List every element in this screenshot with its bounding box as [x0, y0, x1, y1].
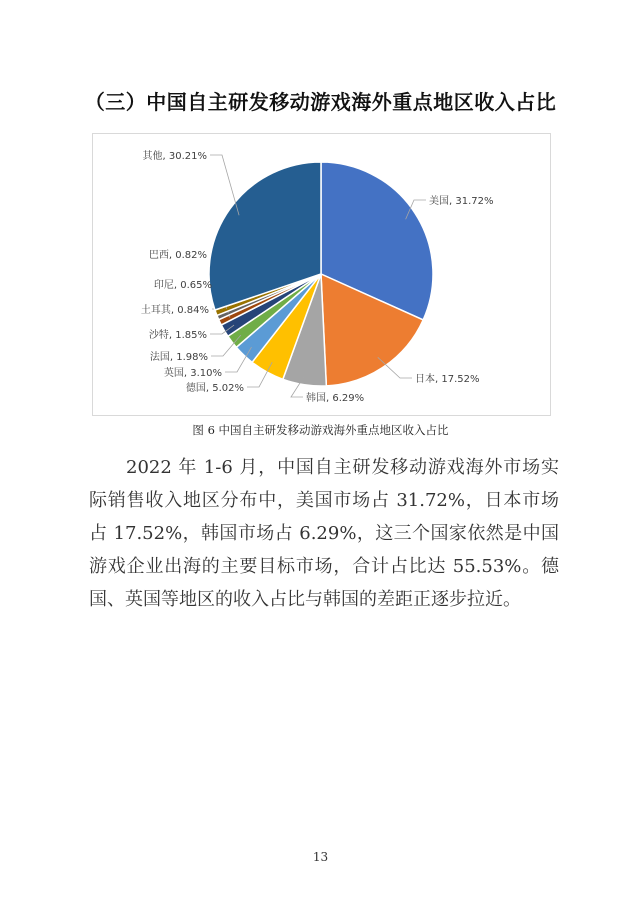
data-label-korea: 韩国, 6.29%: [306, 393, 365, 404]
data-label-germany: 德国, 5.02%: [185, 383, 244, 394]
page-number: 13: [312, 850, 329, 864]
data-label-usa: 美国, 31.72%: [429, 196, 494, 207]
data-label-brazil: 巴西, 0.82%: [148, 250, 207, 261]
data-label-other: 其他, 30.21%: [142, 151, 207, 162]
figure-caption: 图 6 中国自主研发移动游戏海外重点地区收入占比: [192, 423, 449, 437]
data-label-saudi: 沙特, 1.85%: [148, 330, 207, 341]
data-label-turkey: 土耳其, 0.84%: [140, 305, 209, 316]
data-label-france: 法国, 1.98%: [149, 352, 208, 363]
section-heading: （三）中国自主研发移动游戏海外重点地区收入占比: [84, 90, 557, 114]
pie-chart: [93, 134, 550, 415]
data-label-japan: 日本, 17.52%: [415, 374, 480, 385]
body-paragraph: 2022 年 1-6 月，中国自主研发移动游戏海外市场实际销售收入地区分布中，美国市场占 31.72%，日本市场占 17.52%，韩国市场占 6.29%，这三个国家依然是中国游戏企业出海的主要目标市场，合计占比达 55.53%。德国、英国等地区的收入占比与韩国的差距正逐步拉近。: [89, 457, 559, 610]
pie-chart-frame: [92, 133, 551, 416]
data-label-uk: 英国, 3.10%: [163, 368, 222, 379]
data-label-indonesia: 印尼, 0.65%: [153, 280, 212, 291]
